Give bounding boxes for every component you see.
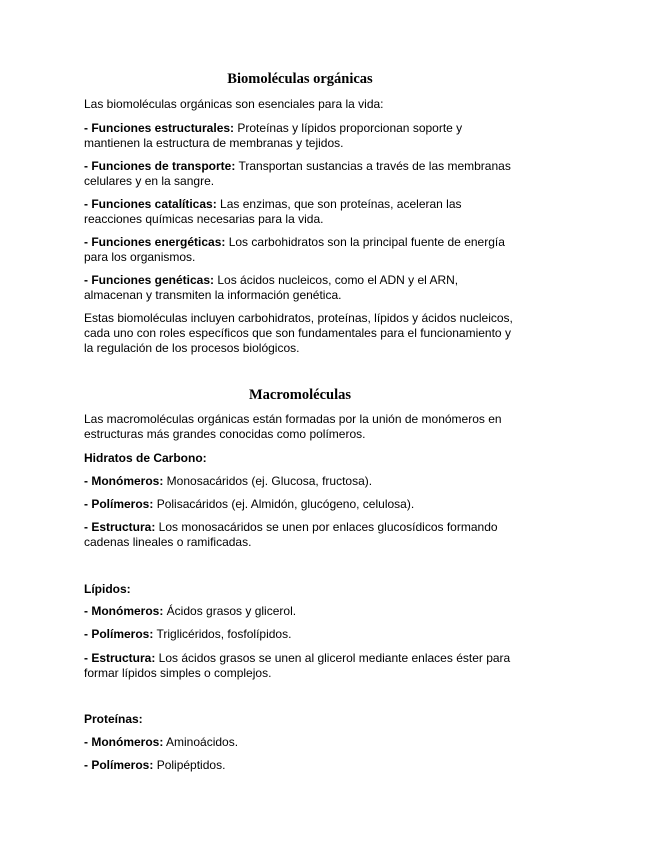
- lip-item-monomeros: [84, 604, 516, 619]
- item-text: Los monosacáridos se unen por enlaces glucosídicos formando cadenas lineales o ramificadas.: [84, 520, 498, 549]
- item-text: Transportan sustancias a través de las membranas celulares y en la sangre.: [84, 159, 511, 188]
- carb-item-monomeros: [84, 474, 516, 489]
- subheading-label: Hidratos de Carbono:: [84, 451, 207, 465]
- section-title-biomoleculas: Biomoléculas orgánicas: [227, 71, 373, 87]
- item-text: Proteínas y lípidos proporcionan soporte y mantienen la estructura de membranas y tejidos.: [84, 121, 463, 150]
- function-item-energeticas: [84, 235, 516, 265]
- item-label: - Funciones energéticas:: [84, 235, 226, 249]
- item-label: - Funciones genéticas:: [84, 273, 215, 287]
- subheading-label: Proteínas:: [84, 712, 143, 726]
- carb-item-polimeros: [84, 497, 516, 512]
- item-text: Las enzimas, que son proteínas, aceleran las reacciones químicas necesarias para la vida.: [84, 197, 462, 226]
- lip-item-polimeros: [84, 627, 516, 642]
- item-text: Polisacáridos (ej. Almidón, glucógeno, celulosa).: [153, 497, 415, 511]
- prot-item-monomeros: [84, 735, 516, 750]
- item-text: Los ácidos grasos se unen al glicerol mediante enlaces éster para formar lípidos simples o complejos.: [84, 651, 511, 680]
- subheading-carbohidratos: [84, 451, 516, 466]
- function-item-estructurales: [84, 121, 516, 151]
- function-item-cataliticas: [84, 197, 516, 227]
- macro-intro-paragraph: Las macromoléculas orgánicas están formadas por la unión de monómeros en estructuras más grandes conocidas como polímeros.: [84, 412, 502, 441]
- item-label: - Monómeros:: [84, 604, 164, 618]
- item-text: Los ácidos nucleicos, como el ADN y el ARN, almacenan y transmiten la información genética.: [84, 273, 459, 302]
- item-label: - Monómeros:: [84, 735, 164, 749]
- item-label: - Polímeros:: [84, 497, 154, 511]
- item-label: - Funciones catalíticas:: [84, 197, 217, 211]
- subheading-label: Lípidos:: [84, 582, 131, 596]
- carb-item-estructura: [84, 520, 516, 550]
- item-label: - Monómeros:: [84, 474, 164, 488]
- section-title-macromoleculas: Macromoléculas: [248, 387, 351, 403]
- lip-item-estructura: [84, 651, 516, 681]
- item-label: - Estructura:: [84, 520, 156, 534]
- item-text: Los carbohidratos son la principal fuente de energía para los organismos.: [84, 235, 505, 264]
- item-label: - Funciones estructurales:: [84, 121, 235, 135]
- item-text: Polipéptidos.: [153, 758, 226, 772]
- subheading-lipidos: [84, 582, 516, 597]
- item-label: - Polímeros:: [84, 758, 154, 772]
- item-label: - Estructura:: [84, 651, 156, 665]
- prot-item-polimeros: [84, 758, 516, 773]
- item-text: Aminoácidos.: [163, 735, 239, 749]
- item-label: - Polímeros:: [84, 627, 154, 641]
- conclusion-paragraph: Estas biomoléculas incluyen carbohidratos, proteínas, lípidos y ácidos nucleicos, cada uno con roles específicos que son fundamentales para el funcionamiento y la regulación de los procesos biológicos.: [84, 311, 513, 355]
- function-item-geneticas: [84, 273, 516, 303]
- item-text: Triglicéridos, fosfolípidos.: [153, 627, 292, 641]
- intro-paragraph: Las biomoléculas orgánicas son esenciales para la vida:: [84, 97, 384, 111]
- item-label: - Funciones de transporte:: [84, 159, 236, 173]
- item-text: Ácidos grasos y glicerol.: [163, 604, 297, 618]
- subheading-proteinas: [84, 712, 516, 727]
- function-item-transporte: [84, 159, 516, 189]
- item-text: Monosacáridos (ej. Glucosa, fructosa).: [163, 474, 373, 488]
